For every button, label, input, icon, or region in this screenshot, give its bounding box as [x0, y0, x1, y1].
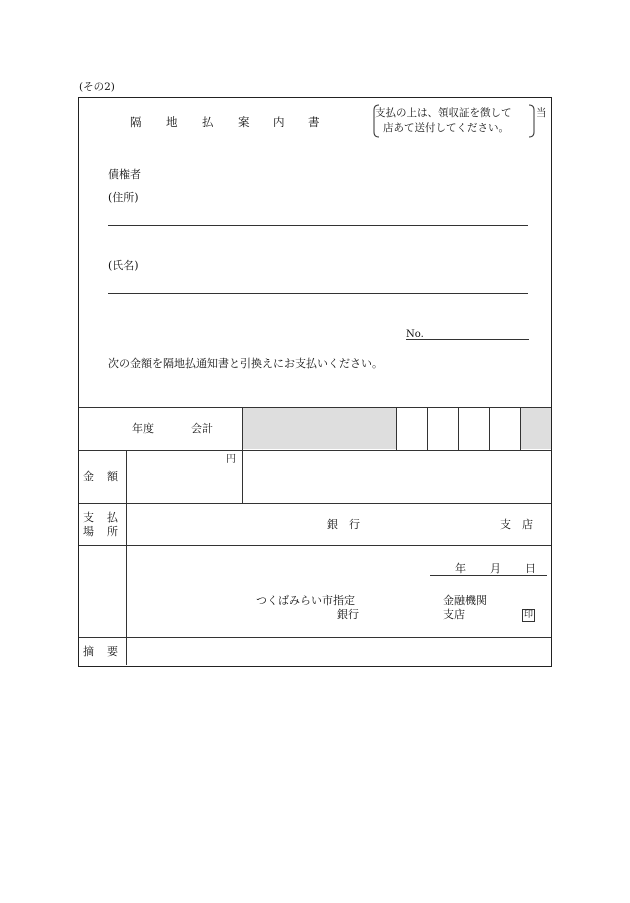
- amount-label-1: 金: [83, 470, 94, 483]
- title-char-3: 払: [202, 115, 214, 129]
- payplace-label-b1: 場: [83, 525, 94, 538]
- account-label: 会計: [191, 422, 213, 435]
- address-label: (住所): [108, 191, 139, 204]
- branch-label: 支 店: [500, 518, 533, 531]
- yen-unit: 円: [226, 454, 236, 465]
- number-line: [406, 339, 529, 340]
- label-column-divider: [126, 450, 127, 665]
- shaded-account-cell: [243, 408, 396, 449]
- amount-label-2: 額: [107, 470, 118, 483]
- title-char-4: 案: [238, 115, 250, 129]
- name-line: [108, 293, 528, 294]
- payplace-label-a1: 支: [83, 511, 94, 524]
- shaded-last-cell: [521, 408, 551, 449]
- designated-line-2: 銀行: [337, 608, 359, 621]
- title-char-6: 書: [308, 115, 320, 129]
- creditor-label: 債権者: [108, 168, 141, 181]
- payment-guide-form: [78, 97, 552, 667]
- remarks-label-2: 要: [107, 645, 118, 658]
- date-day: 日: [525, 562, 536, 575]
- title-char-5: 内: [273, 115, 285, 129]
- notice-box: [373, 104, 535, 138]
- date-underline: [430, 575, 547, 576]
- page-label: (その2): [79, 81, 115, 93]
- title-char-1: 隔: [130, 115, 142, 129]
- institution-line-2: 支店: [443, 608, 465, 621]
- notice-side-char: 当: [536, 107, 547, 119]
- date-month: 月: [490, 562, 501, 575]
- title-char-2: 地: [166, 115, 178, 129]
- remarks-label-1: 摘: [83, 645, 94, 658]
- instruction-text: 次の金額を隔地払通知書と引換えにお支払いください。: [108, 357, 383, 370]
- notice-line-1: 支払の上は、領収証を徴して: [375, 107, 512, 119]
- year-label: 年度: [132, 422, 154, 435]
- number-label: No.: [406, 329, 424, 340]
- institution-line-1: 金融機関: [443, 594, 487, 607]
- seal-mark: 印: [523, 610, 533, 620]
- payplace-label-a2: 払: [107, 511, 118, 524]
- notice-line-2: 店あて送付してください。: [383, 122, 509, 134]
- designated-line-1: つくばみらい市指定: [256, 594, 355, 607]
- address-line: [108, 225, 528, 226]
- name-label: (氏名): [108, 259, 139, 272]
- payplace-label-b2: 所: [107, 525, 118, 538]
- date-year: 年: [455, 562, 466, 575]
- bank-label: 銀 行: [327, 518, 360, 531]
